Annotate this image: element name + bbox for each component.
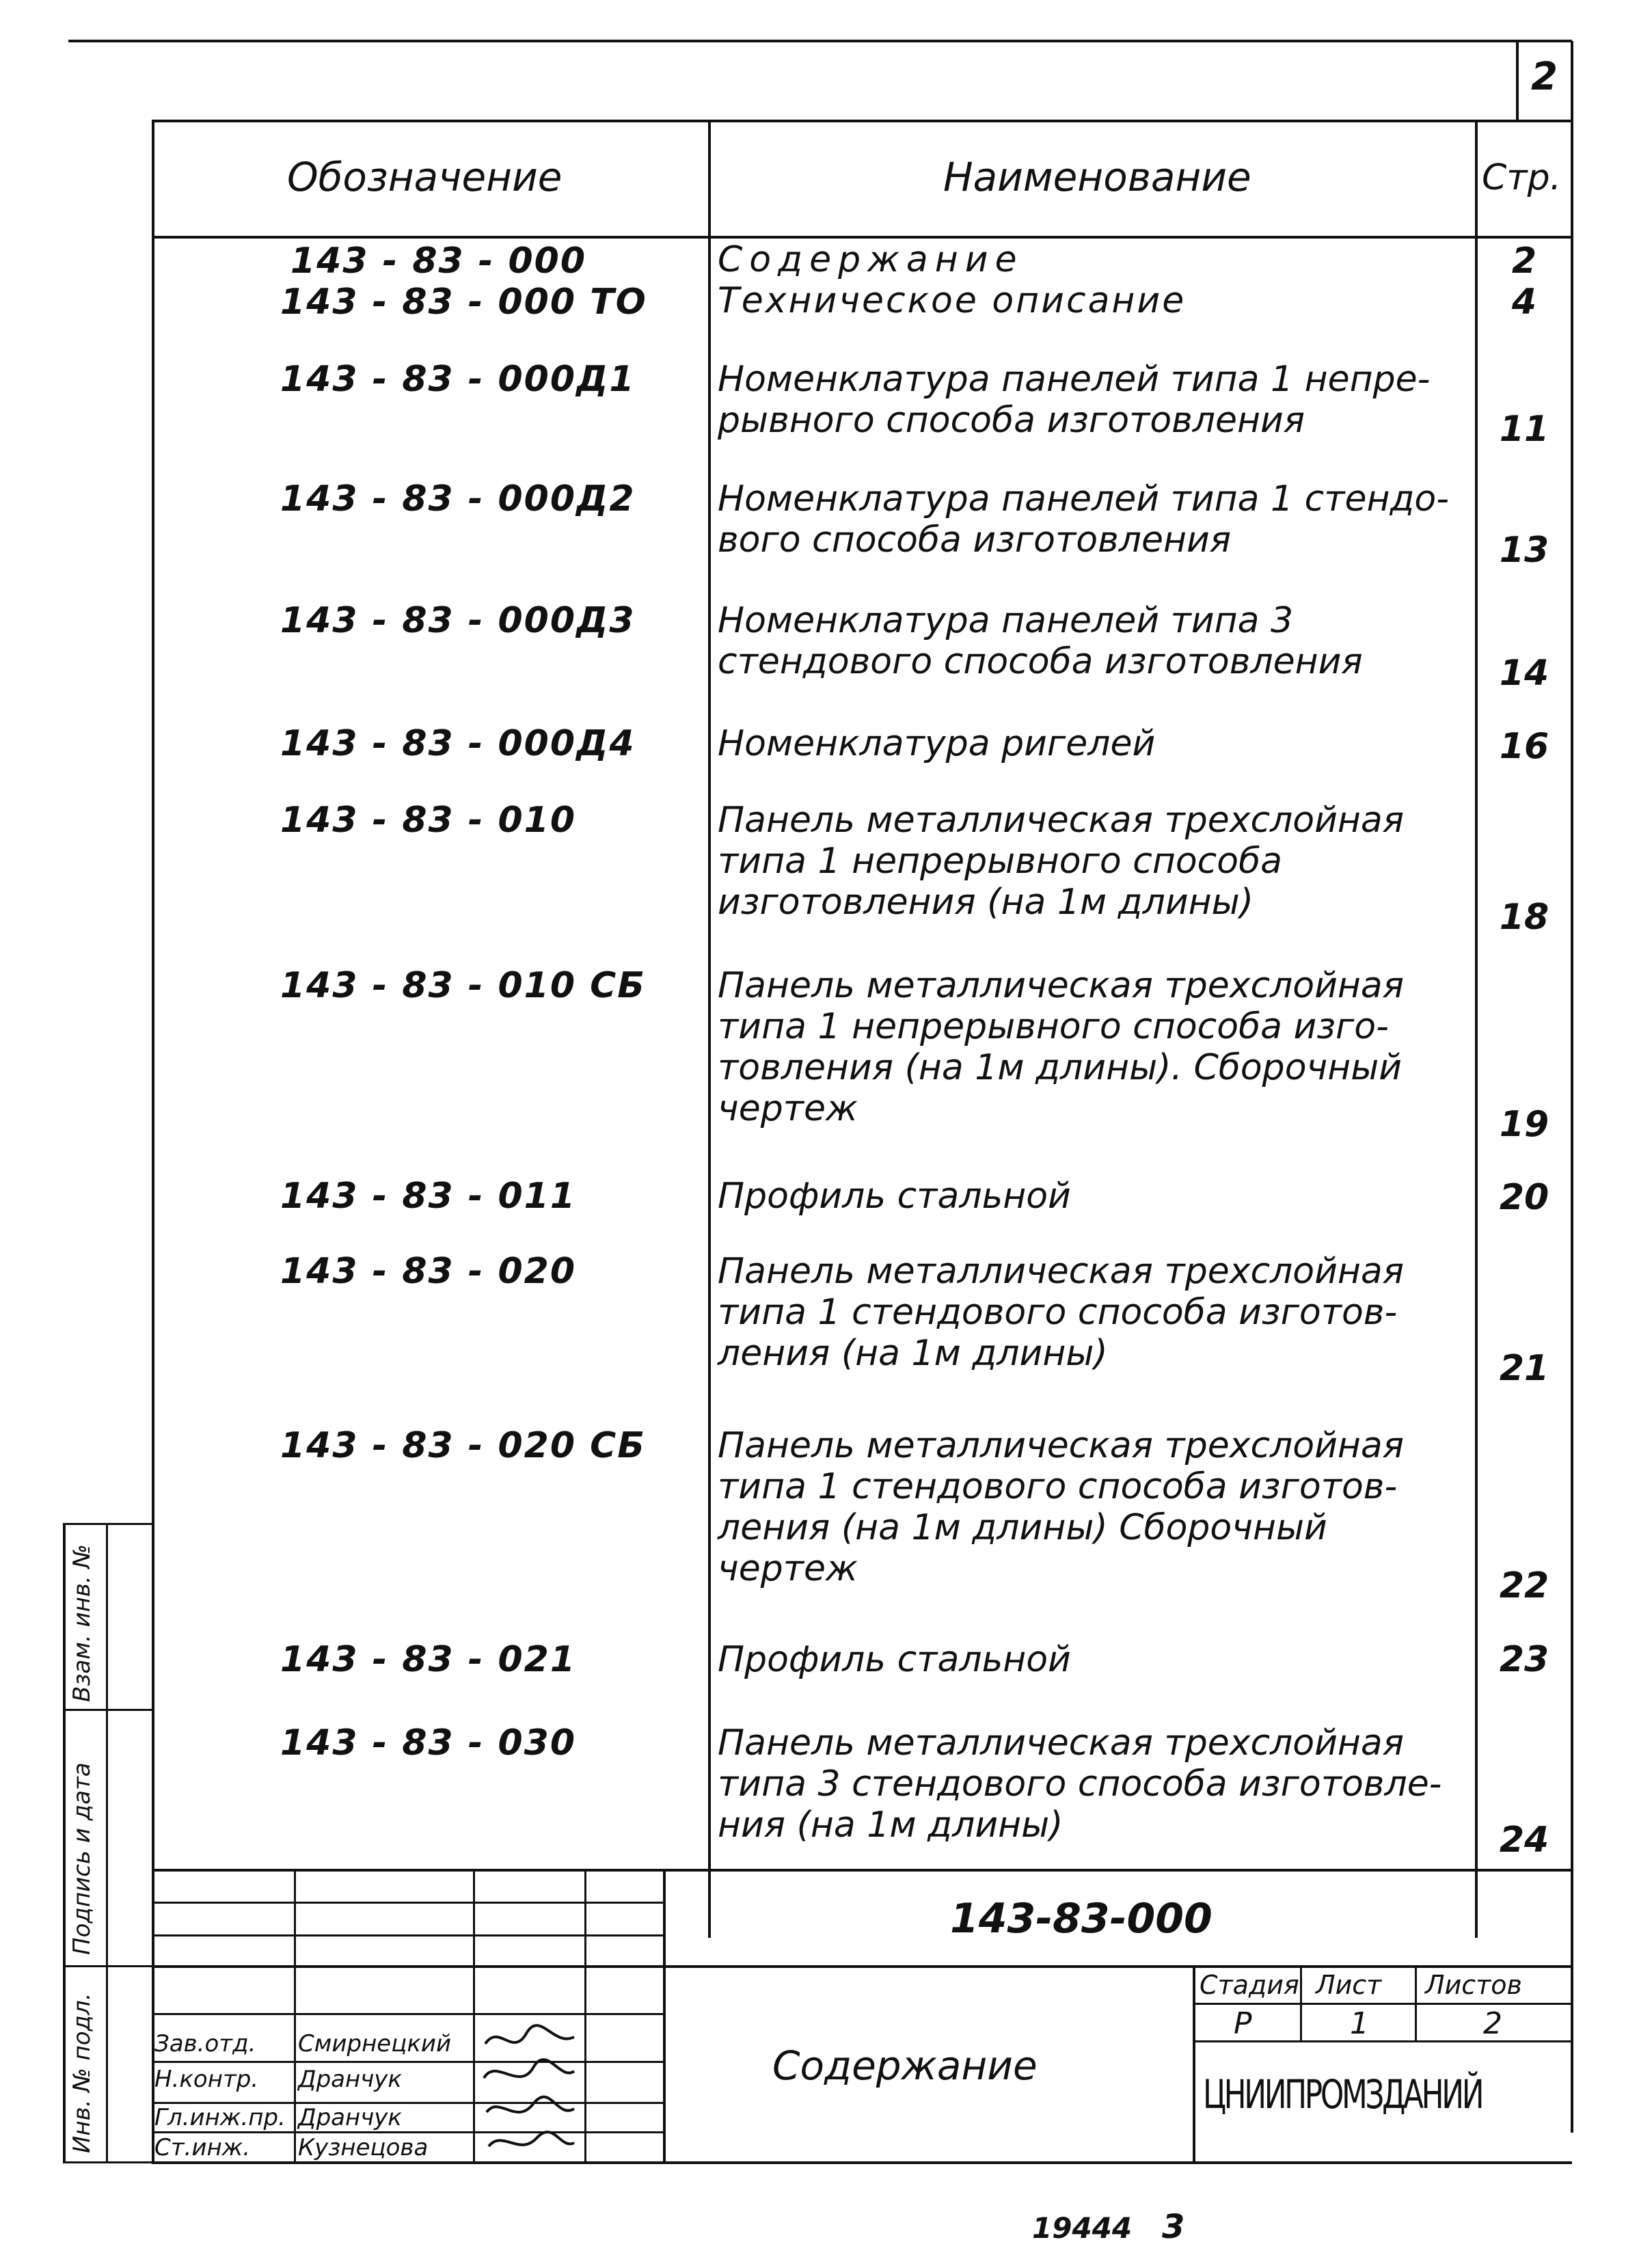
person-3-role: Гл.инж.пр. [154, 2104, 286, 2131]
title-block-bottom [152, 2161, 1572, 2164]
row-9-name: Профиль стальной [718, 1176, 1071, 1217]
row-8-name: Панель металлическая трехслойная типа 1 непрерывного способа изго- товления (на 1м длины). Сборочный чертеж [718, 965, 1405, 1129]
sig-col-3 [584, 1869, 586, 2163]
sig-row-line-7 [152, 2131, 664, 2133]
row-10-page: 21 [1499, 1348, 1549, 1389]
side-strip-sep-1 [63, 1709, 153, 1711]
row-1-code: 143 - 83 - 000 [290, 241, 587, 282]
column-divider-1 [708, 120, 711, 1938]
side-strip-left [63, 1523, 66, 2162]
side-label-sign-date: Подпись и дата [68, 1762, 96, 1955]
order-number: 19444 [1032, 2211, 1133, 2245]
document-title: Содержание [772, 2042, 1038, 2089]
frame-left-border [152, 120, 154, 2163]
page-number: 3 [1162, 2208, 1185, 2246]
row-13-page: 24 [1499, 1820, 1549, 1861]
sheets-value: 2 [1483, 2006, 1502, 2041]
header-bottom-line [152, 236, 1572, 239]
row-12-name: Профиль стальной [718, 1639, 1071, 1680]
signatures-drawing [478, 2016, 581, 2160]
row-5-code: 143 - 83 - 000Д3 [280, 600, 636, 641]
sheet-value: 1 [1350, 2006, 1369, 2041]
side-strip-sep-2 [63, 1965, 153, 1967]
top-edge-line [68, 40, 1572, 42]
stage-box-row-1 [1193, 2003, 1572, 2005]
row-7-page: 18 [1499, 897, 1549, 938]
row-11-page: 22 [1499, 1565, 1549, 1606]
side-strip-inner [106, 1523, 108, 2162]
title-block-top [152, 1869, 1572, 1872]
person-2-name: Дранчук [298, 2066, 402, 2093]
stage-box-col-2 [1415, 1965, 1417, 2042]
sig-row-line-4 [152, 2013, 664, 2015]
row-9-page: 20 [1499, 1177, 1549, 1218]
row-4-page: 13 [1499, 530, 1549, 571]
row-5-page: 14 [1499, 653, 1549, 694]
side-label-inv-orig: Инв. № подл. [68, 1993, 96, 2153]
sig-row-line-3 [152, 1965, 664, 1968]
row-5-name: Номенклатура панелей типа 3 стендового способа изготовления [718, 600, 1363, 682]
row-7-name: Панель металлическая трехслойная типа 1 непрерывного способа изготовления (на 1м длины) [718, 800, 1405, 923]
person-1-name: Смирнецкий [298, 2030, 452, 2057]
title-block-divider [663, 1869, 666, 2163]
row-10-name: Панель металлическая трехслойная типа 1 стендового способа изготов- ления (на 1м длины) [718, 1251, 1405, 1374]
header-page: Стр. [1482, 157, 1562, 198]
row-13-code: 143 - 83 - 030 [280, 1723, 577, 1764]
person-4-role: Ст.инж. [154, 2134, 251, 2161]
row-11-code: 143 - 83 - 020 СБ [280, 1425, 646, 1466]
row-7-code: 143 - 83 - 010 [280, 800, 577, 841]
sig-col-1 [294, 1869, 296, 2163]
sig-row-line-5 [152, 2061, 664, 2063]
row-13-name: Панель металлическая трехслойная типа 3 стендового способа изготовле- ния (на 1м длины) [718, 1723, 1442, 1846]
row-2-page: 4 [1511, 282, 1537, 323]
sheet-corner-number: 2 [1531, 55, 1558, 99]
person-1-role: Зав.отд. [154, 2030, 256, 2057]
row-1-page: 2 [1511, 241, 1537, 282]
document-code: 143-83-000 [950, 1895, 1213, 1943]
sig-row-line-2 [152, 1934, 664, 1936]
row-3-page: 11 [1499, 409, 1549, 450]
row-6-name: Номенклатура ригелей [718, 723, 1156, 764]
row-3-name: Номенклатура панелей типа 1 непре- рывного способа изготовления [718, 359, 1431, 441]
person-4-name: Кузнецова [298, 2134, 429, 2161]
row-8-page: 19 [1499, 1104, 1549, 1145]
row-6-code: 143 - 83 - 000Д4 [280, 723, 636, 764]
row-2-name: Техническое описание [718, 280, 1187, 321]
side-strip-bottom [63, 2161, 153, 2163]
frame-right-border [1571, 41, 1573, 2133]
title-block-mid [663, 1965, 1572, 1968]
stage-label: Стадия [1200, 1970, 1299, 2000]
person-3-name: Дранчук [298, 2104, 402, 2131]
person-2-role: Н.контр. [154, 2066, 259, 2093]
side-strip-top [63, 1523, 153, 1525]
row-9-code: 143 - 83 - 011 [280, 1176, 577, 1217]
stage-box-left [1193, 1965, 1195, 2163]
row-3-code: 143 - 83 - 000Д1 [280, 359, 636, 400]
row-4-code: 143 - 83 - 000Д2 [280, 478, 636, 519]
header-name: Наименование [943, 154, 1251, 200]
sig-row-line-1 [152, 1902, 664, 1904]
sig-col-2 [473, 1869, 475, 2163]
row-2-code: 143 - 83 - 000 ТО [280, 282, 647, 323]
frame-top-border [152, 120, 1572, 122]
sheets-label: Листов [1425, 1970, 1522, 2000]
row-4-name: Номенклатура панелей типа 1 стендо- вого способа изготовления [718, 478, 1450, 561]
row-11-name: Панель металлическая трехслойная типа 1 стендового способа изготов- ления (на 1м длины) Сборочный чертеж [718, 1425, 1405, 1589]
sheet-label: Лист [1316, 1970, 1382, 2000]
stage-value: Р [1234, 2006, 1252, 2041]
side-label-replace-inv: Взам. инв. № [68, 1544, 96, 1702]
row-6-page: 16 [1499, 726, 1549, 767]
row-1-name: Содержание [718, 239, 1024, 280]
stage-box-col-1 [1300, 1965, 1302, 2042]
row-12-page: 23 [1499, 1639, 1549, 1680]
row-10-code: 143 - 83 - 020 [280, 1251, 577, 1292]
corner-box-left [1516, 41, 1519, 121]
organization-name: ЦНИИПРОМЗДАНИЙ [1203, 2071, 1482, 2118]
header-designation: Обозначение [287, 154, 563, 200]
row-12-code: 143 - 83 - 021 [280, 1639, 577, 1680]
row-8-code: 143 - 83 - 010 СБ [280, 965, 646, 1006]
